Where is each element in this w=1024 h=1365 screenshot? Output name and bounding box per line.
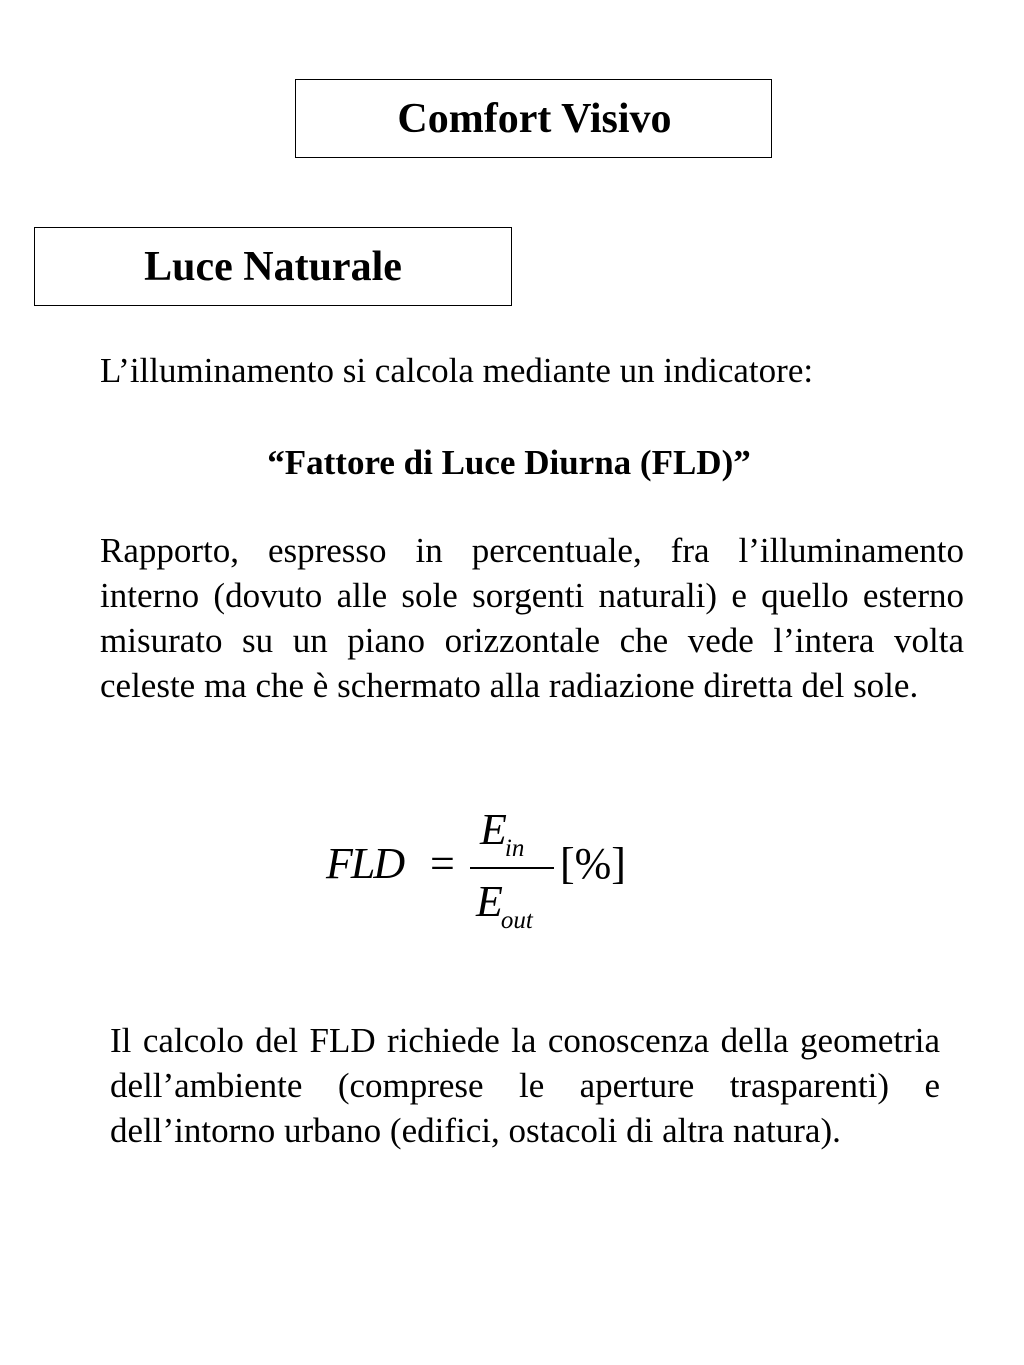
definition-paragraph: Rapporto, espresso in percentuale, fra l’illuminamento interno (dovuto alle sole sorgenti naturali) e quello esterno misurato su un piano orizzontale che vede l’intera volta celeste ma che è schermato alla radiazione diretta del sole. — [100, 531, 964, 705]
fraction-bar — [470, 867, 554, 869]
formula-denominator — [476, 877, 533, 934]
formula-unit: [%] — [560, 839, 626, 888]
slide-title-text: Comfort Visivo — [397, 95, 672, 142]
formula-equals: = — [430, 839, 455, 888]
formula-numerator — [480, 805, 524, 862]
indicator-name: “Fattore di Luce Diurna (FLD)” — [267, 443, 751, 482]
slide-title — [295, 79, 772, 158]
intro-text: L’illuminamento si calcola mediante un indicatore: — [100, 351, 814, 390]
note-paragraph: Il calcolo del FLD richiede la conoscenza della geometria dell’ambiente (comprese le aperture trasparenti) e dell’intorno urbano (edifici, ostacoli di altra natura). — [110, 1021, 940, 1150]
section-title — [34, 227, 512, 306]
denominator-symbol: E — [476, 877, 503, 926]
formula-lhs: FLD — [326, 839, 404, 888]
section-title-text: Luce Naturale — [144, 243, 402, 290]
numerator-symbol: E — [480, 805, 507, 854]
denominator-subscript: out — [500, 907, 533, 934]
numerator-subscript: in — [504, 835, 525, 862]
fld-formula — [326, 805, 646, 945]
